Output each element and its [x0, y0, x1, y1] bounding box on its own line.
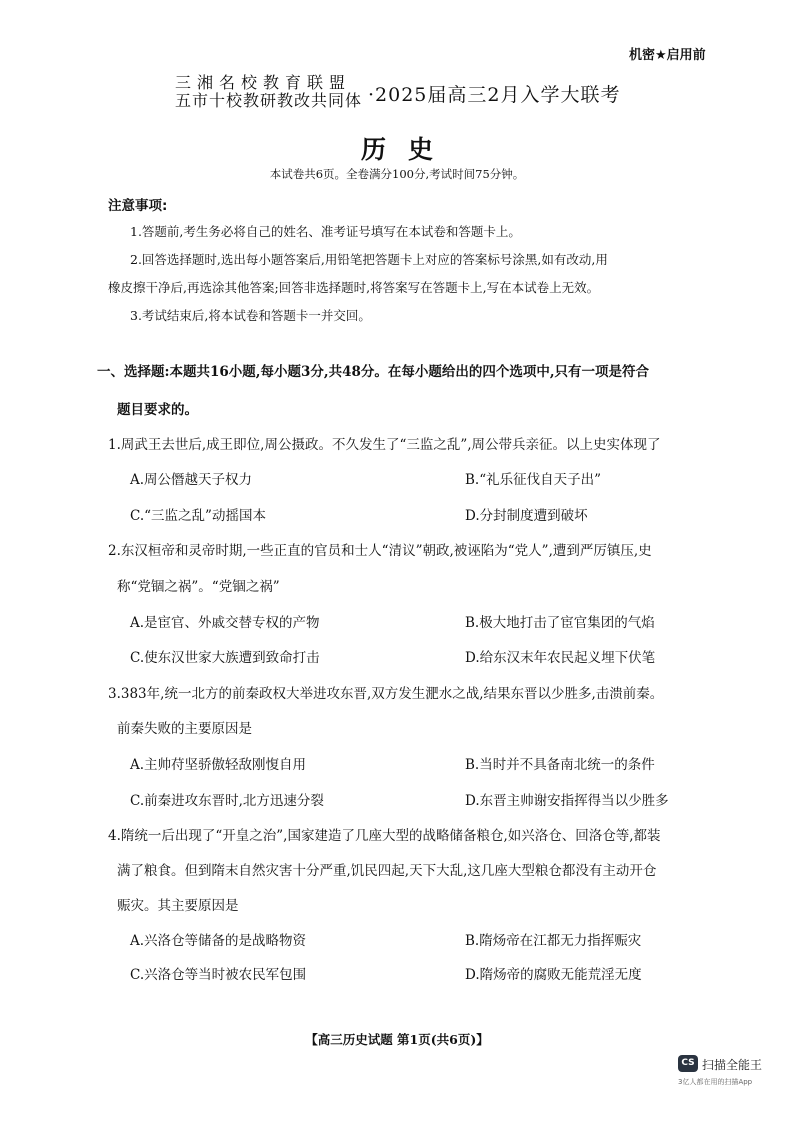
camscanner-logo-icon: CS: [678, 1055, 698, 1072]
question-4-option-b: B.隋炀帝在江都无力指挥赈灾: [465, 933, 642, 949]
question-4-option-a: A.兴洛仓等储备的是战略物资: [130, 933, 307, 949]
question-2-option-a: A.是宦官、外戚交替专权的产物: [130, 615, 320, 631]
question-2-option-d: D.给东汉末年农民起义埋下伏笔: [465, 650, 656, 666]
question-4-option-c: C.兴洛仓等当时被农民军包围: [130, 967, 307, 983]
question-2-stem-cont: 称“党锢之祸”。“党锢之祸”: [117, 579, 280, 595]
question-4-stem: 4.隋统一后出现了“开皇之治”,国家建造了几座大型的战略储备粮仓,如兴洛仓、回洛仓等,都装: [108, 828, 661, 844]
question-1-stem: 1.周武王去世后,成王即位,周公摄政。不久发生了“三监之乱”,周公带兵亲征。以上史实体现了: [108, 437, 661, 453]
confidential-label: 机密★启用前: [629, 48, 706, 63]
question-2-option-b: B.极大地打击了宦官集团的气焰: [465, 615, 655, 631]
question-4-option-d: D.隋炀帝的腐败无能荒淫无度: [465, 967, 642, 983]
page-footer: 【高三历史试题 第1页(共6页)】: [305, 1032, 489, 1047]
notice-item-2: 2.回答选择题时,选出每小题答案后,用铅笔把答题卡上对应的答案标号涂黑,如有改动,用: [130, 252, 608, 267]
notice-item-1: 1.答题前,考生务必将自己的姓名、准考证号填写在本试卷和答题卡上。: [130, 224, 521, 239]
question-3-option-c: C.前秦进攻东晋时,北方迅速分裂: [130, 793, 324, 809]
question-1-option-d: D.分封制度遭到破坏: [465, 508, 588, 524]
section-heading: 一、选择题:本题共16小题,每小题3分,共48分。在每小题给出的四个选项中,只有一项是符合: [97, 364, 650, 380]
question-3-stem-cont: 前秦失败的主要原因是: [117, 721, 252, 737]
question-1-option-c: C.“三监之乱”动摇国本: [130, 508, 266, 524]
question-4-stem-cont-2: 赈灾。其主要原因是: [117, 898, 239, 914]
section-heading-cont: 题目要求的。: [117, 402, 198, 418]
notice-item-2-cont: 橡皮擦干净后,再选涂其他答案;回答非选择题时,将答案写在答题卡上,写在本试卷上无效。: [108, 280, 600, 295]
question-3-option-d: D.东晋主帅谢安指挥得当以少胜多: [465, 793, 669, 809]
subject-title: 历史: [360, 135, 455, 164]
alliance-name-1: 三湘名校教育联盟: [175, 73, 352, 92]
exam-title: ·2025届高三2月入学大联考: [368, 84, 621, 106]
question-2-stem: 2.东汉桓帝和灵帝时期,一些正直的官员和士人“清议”朝政,被诬陷为“党人”,遭到严厉镇压,史: [108, 543, 652, 559]
question-1-option-a: A.周公僭越天子权力: [130, 472, 253, 488]
exam-info: 本试卷共6页。全卷满分100分,考试时间75分钟。: [269, 167, 525, 181]
question-2-option-c: C.使东汉世家大族遭到致命打击: [130, 650, 320, 666]
alliance-name-2: 五市十校教研教改共同体: [175, 91, 363, 110]
question-3-option-a: A.主帅苻坚骄傲轻敌刚愎自用: [130, 757, 307, 773]
question-3-option-b: B.当时并不具备南北统一的条件: [465, 757, 655, 773]
notice-item-3: 3.考试结束后,将本试卷和答题卡一并交回。: [130, 308, 371, 323]
question-1-option-b: B.“礼乐征伐自天子出”: [465, 472, 602, 488]
notice-title: 注意事项:: [108, 198, 168, 214]
question-4-stem-cont-1: 满了粮食。但到隋末自然灾害十分严重,饥民四起,天下大乱,这几座大型粮仓都没有主动开仓: [117, 863, 657, 879]
watermark-app-name: 扫描全能王: [702, 1058, 763, 1072]
watermark-tagline: 3亿人都在用的扫描App: [678, 1078, 753, 1086]
question-3-stem: 3.383年,统一北方的前秦政权大举进攻东晋,双方发生淝水之战,结果东晋以少胜多,击溃前秦。: [108, 686, 664, 702]
